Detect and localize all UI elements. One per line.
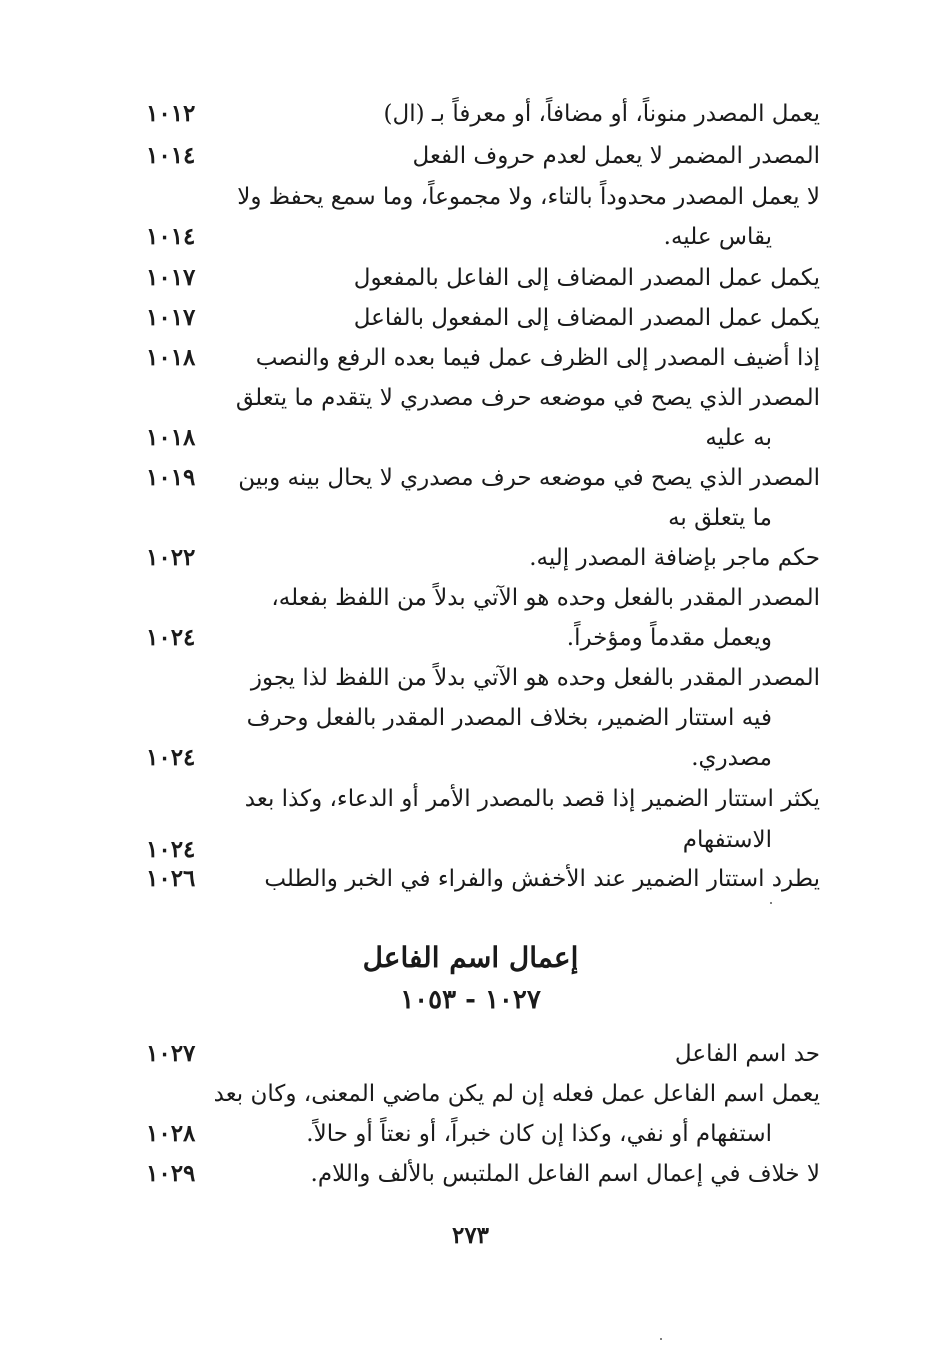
entry-text: يعمل المصدر منوناً، أو مضافاً، أو معرفاً بـ (ال) <box>383 101 820 127</box>
index-entry <box>120 458 820 498</box>
page-number: ٢٧٣ <box>451 1222 490 1249</box>
entry-page-number: ١٠١٤ <box>146 142 196 169</box>
scan-speck <box>660 1338 662 1340</box>
entry-text: حكم ماجر بإضافة المصدر إليه. <box>529 545 820 571</box>
entry-text: إذا أضيف المصدر إلى الظرف عمل فيما بعده الرفع والنصب <box>255 345 820 371</box>
entry-text: يعمل اسم الفاعل عمل فعله إن لم يكن ماضي المعنى، وكان بعد <box>213 1081 820 1107</box>
entry-text: يقاس عليه. <box>663 224 772 250</box>
entry-text: يطرد استتار الضمير عند الأخفش والفراء في الخبر والطلب <box>264 866 820 892</box>
entry-text: المصدر المضمر لا يعمل لعدم حروف الفعل <box>412 143 820 169</box>
entry-page-number: ١٠١٤ <box>146 223 196 250</box>
entry-text: فيه استتار الضمير، بخلاف المصدر المقدر بالفعل وحرف <box>246 705 772 731</box>
entry-page-number: ١٠١٧ <box>146 304 196 331</box>
index-entry-continuation <box>120 217 820 257</box>
entry-text: ما يتعلق به <box>668 505 772 531</box>
entry-text: به عليه <box>705 425 772 451</box>
index-entry <box>120 658 820 698</box>
index-entry <box>120 94 820 134</box>
index-entry-continuation <box>120 498 820 538</box>
entry-text: لا خلاف في إعمال اسم الفاعل الملتبس بالألف واللام. <box>310 1161 820 1187</box>
entry-page-number: ١٠٢٤ <box>146 836 196 863</box>
entry-page-number: ١٠٢٤ <box>146 624 196 651</box>
entry-text: المصدر الذي يصح في موضعه حرف مصدري لا يتقدم ما يتعلق <box>235 385 820 411</box>
entry-page-number: ١٠١٧ <box>146 264 196 291</box>
entry-page-number: ١٠٢٨ <box>146 1120 196 1147</box>
entry-page-number: ١٠١٨ <box>146 344 196 371</box>
index-entry <box>120 859 820 899</box>
scan-speck <box>770 902 772 904</box>
index-entry <box>120 298 820 338</box>
entry-page-number: ١٠٢٤ <box>146 744 196 771</box>
index-entry <box>120 1034 820 1074</box>
entry-text: ويعمل مقدماً ومؤخراً. <box>566 625 772 651</box>
entry-page-number: ١٠١٨ <box>146 424 196 451</box>
index-entry-continuation <box>120 820 820 863</box>
index-entry <box>120 258 820 298</box>
index-entry <box>120 1154 820 1194</box>
index-entry <box>120 378 820 418</box>
entry-text: يكثر استتار الضمير إذا قصد بالمصدر الأمر أو الدعاء، وكذا بعد <box>244 786 820 812</box>
index-entry <box>120 177 820 217</box>
entry-page-number: ١٠٢٩ <box>146 1160 196 1187</box>
entry-text: يكمل عمل المصدر المضاف إلى الفاعل بالمفعول <box>353 265 820 291</box>
entry-text: يكمل عمل المصدر المضاف إلى المفعول بالفاعل <box>353 305 820 331</box>
entry-text: حد اسم الفاعل <box>674 1041 820 1067</box>
entry-page-number: ١٠١٩ <box>146 464 196 491</box>
index-entry-continuation <box>120 418 820 458</box>
entry-page-number: ١٠٢٧ <box>146 1040 196 1067</box>
index-entry <box>120 578 820 618</box>
index-entry-continuation <box>120 738 820 778</box>
index-entry <box>120 538 820 578</box>
section-page-range: ١٠٢٧ - ١٠٥٣ <box>400 985 541 1015</box>
section-title: إعمال اسم الفاعل <box>362 941 579 974</box>
index-entry-continuation <box>120 618 820 658</box>
entry-text: لا يعمل المصدر محدوداً بالتاء، ولا مجموعاً، وما سمع يحفظ ولا <box>237 184 820 210</box>
entry-text: استفهام أو نفي، وكذا إن كان خبراً، أو نعتاً أو حالاً. <box>306 1121 772 1147</box>
entry-text: الاستفهام <box>682 827 772 853</box>
entry-text: المصدر المقدر بالفعل وحده هو الآتي بدلاً من اللفظ لذا يجوز <box>250 665 820 691</box>
index-entry-continuation <box>120 1114 820 1154</box>
index-entry <box>120 779 820 819</box>
index-entry <box>120 136 820 176</box>
entry-page-number: ١٠١٢ <box>146 100 196 127</box>
index-entry-continuation <box>120 698 820 738</box>
entry-text: مصدري. <box>691 745 772 771</box>
entry-text: المصدر المقدر بالفعل وحده هو الآتي بدلاً من اللفظ بفعله، <box>271 585 820 611</box>
index-entry <box>120 1074 820 1114</box>
entry-text: المصدر الذي يصح في موضعه حرف مصدري لا يحال بينه وبين <box>238 465 820 491</box>
entry-page-number: ١٠٢٦ <box>146 865 196 892</box>
entry-page-number: ١٠٢٢ <box>146 544 196 571</box>
index-entry <box>120 338 820 378</box>
